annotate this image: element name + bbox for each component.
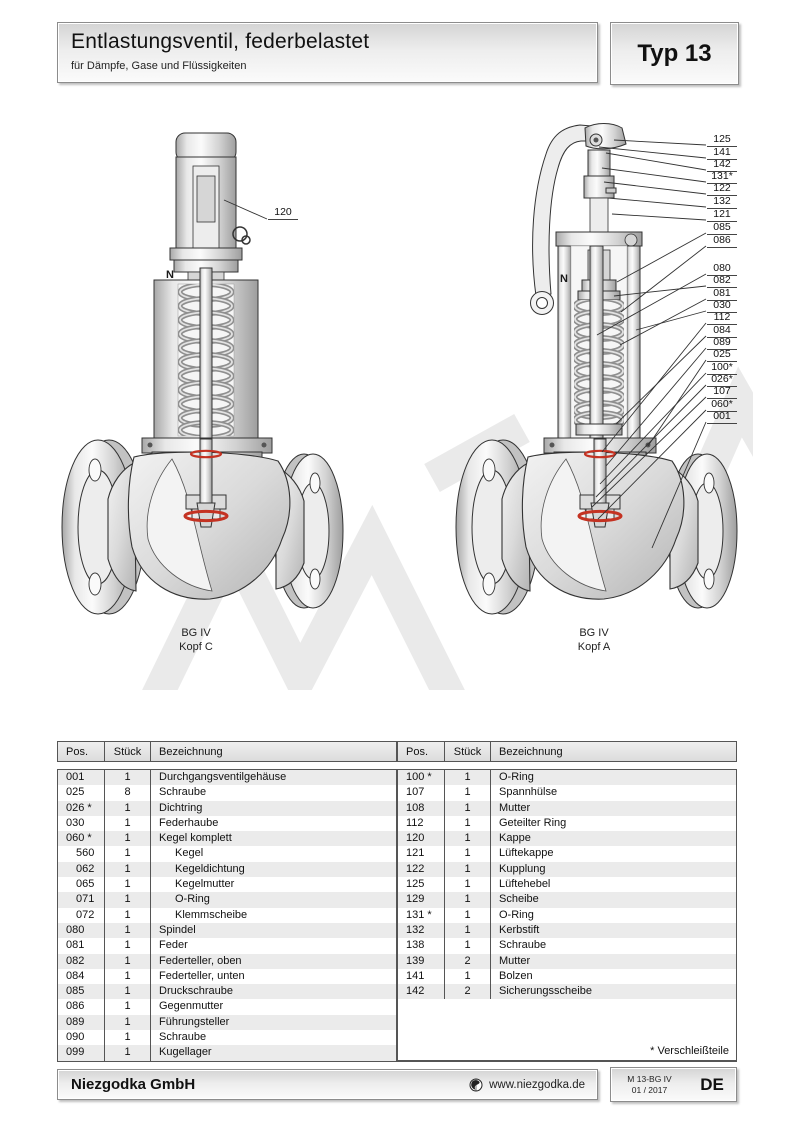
type-label: Typ 13: [637, 39, 712, 67]
cell-qty: 1: [445, 969, 491, 984]
cell-pos: 026 *: [58, 801, 105, 816]
cell-qty: 1: [105, 1030, 151, 1045]
cell-name: Geteilter Ring: [499, 816, 567, 829]
callout-label: 030: [707, 299, 737, 313]
cell-pos: 129: [398, 892, 445, 907]
parts-table-right: [397, 741, 737, 1062]
cell-name: Kappe: [499, 832, 531, 845]
cell-qty: 1: [105, 999, 151, 1014]
parts-tables: [57, 741, 737, 1062]
cell-name: Kugellager: [159, 1046, 212, 1059]
cell-name: Bolzen: [499, 969, 533, 982]
valve-cap: [170, 133, 250, 272]
table-row: [58, 801, 396, 816]
doc-code: M 13-BG IV: [627, 1073, 672, 1084]
table-row: [398, 801, 736, 816]
table-row: [398, 862, 736, 877]
table-row: [58, 908, 396, 923]
cell-pos: 025: [58, 785, 105, 800]
cell-qty: 8: [105, 785, 151, 800]
cell-qty: 1: [445, 831, 491, 846]
cell-qty: 1: [445, 923, 491, 938]
cell-pos: 085: [58, 984, 105, 999]
callout-label: 081: [707, 287, 737, 301]
cell-qty: 1: [445, 892, 491, 907]
table-row: [58, 938, 396, 953]
valve-drawing-kopf-c: [62, 133, 343, 614]
coupling-stack: [584, 150, 616, 232]
cell-qty: 1: [105, 816, 151, 831]
cell-qty: 1: [105, 831, 151, 846]
table-row: [398, 877, 736, 892]
callout-label: 131*: [707, 170, 737, 184]
cell-name: Mutter: [499, 801, 531, 814]
cell-pos: 099: [58, 1045, 105, 1060]
cell-pos: 132: [398, 923, 445, 938]
cell-qty: 1: [105, 908, 151, 923]
cell-name: Kupplung: [499, 862, 546, 875]
cell-pos: 081: [58, 938, 105, 953]
table-header: [397, 741, 737, 762]
col-name: Bezeichnung: [499, 746, 563, 758]
cell-qty: 1: [105, 862, 151, 877]
type-box: [610, 22, 739, 85]
cell-name: Scheibe: [499, 893, 539, 906]
cell-qty: 1: [445, 938, 491, 953]
cell-name: O-Ring: [175, 893, 210, 906]
table-row: [58, 923, 396, 938]
callout-label: 107: [707, 385, 737, 399]
col-pos: Pos.: [58, 742, 105, 761]
callout-label: 084: [707, 324, 737, 338]
table-row: [398, 816, 736, 831]
table-header: [57, 741, 397, 762]
cell-pos: 090: [58, 1030, 105, 1045]
cell-pos: 082: [58, 954, 105, 969]
cell-name: Druckschraube: [159, 985, 233, 998]
cell-pos: 142: [398, 984, 445, 999]
table-row: [398, 938, 736, 953]
cell-name: Kegeldichtung: [175, 862, 245, 875]
callout-label: 086: [707, 234, 737, 248]
cell-name: O-Ring: [499, 771, 534, 783]
globe-icon: [469, 1078, 483, 1092]
caption-line: Kopf A: [577, 640, 611, 653]
cell-qty: 2: [445, 954, 491, 969]
footer-company-box: [57, 1069, 598, 1100]
table-row: [398, 908, 736, 923]
cell-name: Kerbstift: [499, 923, 540, 936]
callout-label: 080: [707, 262, 737, 276]
callout-label: 141: [707, 146, 737, 160]
website: [469, 1078, 597, 1092]
table-row: [398, 969, 736, 984]
callout-label: 125: [707, 133, 737, 147]
col-qty: Stück: [445, 742, 491, 761]
caption-kopf-a: [552, 627, 636, 654]
cell-name: Kegel: [175, 847, 204, 860]
callout-label: 120: [268, 206, 298, 220]
doc-date: 01 / 2017: [631, 1084, 668, 1095]
col-qty: Stück: [105, 742, 151, 761]
spring-plate-bottom: [576, 424, 622, 435]
callout-label: 100*: [707, 361, 737, 375]
caption-line: BG IV: [579, 627, 609, 639]
spring-bonnet: [154, 268, 258, 446]
cell-qty: 1: [445, 816, 491, 831]
cell-qty: 1: [445, 862, 491, 877]
caption-line: BG IV: [181, 627, 211, 639]
flanged-valve-body: [456, 439, 737, 614]
cell-pos: 121: [398, 846, 445, 861]
technical-drawing: [40, 100, 753, 690]
cell-qty: 1: [105, 770, 151, 785]
callout-label: 025: [707, 348, 737, 362]
cell-name: Spannhülse: [499, 786, 558, 799]
cell-name: Dichtring: [159, 801, 203, 814]
cell-pos: 072: [58, 908, 105, 923]
table-row: [58, 1015, 396, 1030]
valve-drawing-kopf-a: [456, 124, 737, 615]
caption-line: Kopf C: [179, 640, 213, 653]
table-row: [58, 785, 396, 800]
table-row: [58, 892, 396, 907]
callout-label: 112: [707, 311, 737, 325]
cell-name: Klemmscheibe: [175, 908, 248, 921]
company-name: Niezgodka GmbH: [71, 1076, 196, 1093]
cell-name: Mutter: [499, 954, 531, 967]
cell-qty: 1: [445, 801, 491, 816]
cell-qty: 1: [105, 846, 151, 861]
cell-pos: 125: [398, 877, 445, 892]
cell-qty: 1: [445, 785, 491, 800]
cell-qty: 1: [105, 801, 151, 816]
cell-name: Durchgangsventilgehäuse: [159, 771, 287, 783]
table-row: [398, 892, 736, 907]
caption-kopf-c: [154, 627, 238, 654]
cell-name: Spindel: [159, 923, 196, 936]
cell-qty: 2: [445, 984, 491, 999]
table-row: [398, 954, 736, 969]
col-pos: Pos.: [398, 742, 445, 761]
cell-qty: 1: [445, 877, 491, 892]
cell-name: Federteller, unten: [159, 969, 245, 982]
cell-name: Lüftekappe: [499, 847, 554, 860]
table-row: [58, 984, 396, 999]
cell-qty: 1: [105, 1045, 151, 1060]
callout-label: 060*: [707, 398, 737, 412]
table-footnote-area: [398, 999, 736, 1060]
version-box: [610, 1067, 737, 1102]
table-row: [58, 954, 396, 969]
spring-bonnet-cutaway: [556, 232, 642, 462]
callout-label: 082: [707, 274, 737, 288]
table-row: [398, 785, 736, 800]
cell-name: Feder: [159, 939, 188, 952]
cell-pos: 560: [58, 846, 105, 861]
cell-qty: 1: [105, 984, 151, 999]
cell-pos: 030: [58, 816, 105, 831]
table-row: [58, 831, 396, 846]
cell-name: Lüftehebel: [499, 878, 551, 891]
cell-qty: 1: [105, 969, 151, 984]
cell-name: Kegelmutter: [175, 878, 235, 891]
cell-pos: 065: [58, 877, 105, 892]
cell-qty: 1: [105, 923, 151, 938]
table-row: [58, 816, 396, 831]
table-row: [398, 984, 736, 999]
table-body: [57, 769, 397, 1062]
logo-mark: N: [560, 273, 568, 285]
cell-name: Gegenmutter: [159, 1000, 224, 1013]
cell-pos: 138: [398, 938, 445, 953]
cell-pos: 108: [398, 801, 445, 816]
cell-name: Schraube: [159, 1031, 207, 1044]
cell-name: Führungsteller: [159, 1015, 230, 1028]
language-label: DE: [700, 1074, 724, 1094]
page-subtitle: für Dämpfe, Gase und Flüssigkeiten: [71, 60, 247, 72]
cell-qty: 1: [445, 846, 491, 861]
doc-info: [611, 1074, 688, 1096]
callout-label: 026*: [707, 373, 737, 387]
callout-label: 142: [707, 158, 737, 172]
callout-label: 089: [707, 336, 737, 350]
table-row: [58, 969, 396, 984]
logo-mark: N: [166, 269, 174, 281]
table-row: [58, 770, 396, 785]
parts-table-left: [57, 741, 397, 1062]
cell-pos: 089: [58, 1015, 105, 1030]
table-row: [58, 877, 396, 892]
cell-name: O-Ring: [499, 908, 534, 921]
callout-label: 122: [707, 182, 737, 196]
callout-label: 121: [707, 208, 737, 222]
cell-qty: 1: [445, 908, 491, 923]
cell-pos: 062: [58, 862, 105, 877]
table-row: [398, 846, 736, 861]
spindle: [200, 268, 212, 446]
cell-pos: 131 *: [398, 908, 445, 923]
cell-pos: 139: [398, 954, 445, 969]
cell-pos: 112: [398, 816, 445, 831]
flanged-valve-body: [62, 439, 343, 614]
cell-name: Federteller, oben: [159, 954, 242, 967]
cell-qty: 1: [105, 954, 151, 969]
cell-qty: 1: [105, 938, 151, 953]
cell-name: Kegel komplett: [159, 832, 232, 845]
cell-pos: 100 *: [398, 770, 445, 785]
table-row: [398, 923, 736, 938]
cell-name: Schraube: [159, 786, 207, 799]
callout-label: 001: [707, 410, 737, 424]
page-title: Entlastungsventil, federbelastet: [71, 30, 370, 53]
table-row: [58, 999, 396, 1014]
cell-qty: 1: [105, 877, 151, 892]
table-body: [397, 769, 737, 1062]
vent-cap: [585, 124, 626, 149]
cell-name: Sicherungsscheibe: [499, 985, 592, 998]
cell-name: Federhaube: [159, 816, 219, 829]
cell-pos: 086: [58, 999, 105, 1014]
table-row: [58, 1045, 396, 1060]
cell-pos: 001: [58, 770, 105, 785]
cell-pos: 071: [58, 892, 105, 907]
website-url: www.niezgodka.de: [489, 1078, 585, 1091]
cell-pos: 060 *: [58, 831, 105, 846]
cell-qty: 1: [105, 1015, 151, 1030]
table-row: [398, 831, 736, 846]
table-row: [58, 846, 396, 861]
callout-label: 132: [707, 195, 737, 209]
callout-label: 085: [707, 221, 737, 235]
cell-pos: 141: [398, 969, 445, 984]
wear-parts-footnote: * Verschleißteile: [650, 1045, 729, 1057]
cell-qty: 1: [445, 770, 491, 785]
table-row: [58, 862, 396, 877]
cell-pos: 080: [58, 923, 105, 938]
cell-pos: 107: [398, 785, 445, 800]
title-box: [57, 22, 598, 83]
table-row: [398, 770, 736, 785]
cell-pos: 120: [398, 831, 445, 846]
cell-pos: 122: [398, 862, 445, 877]
cell-qty: 1: [105, 892, 151, 907]
cell-pos: 084: [58, 969, 105, 984]
col-name: Bezeichnung: [159, 746, 223, 758]
table-row: [58, 1030, 396, 1045]
cell-name: Schraube: [499, 939, 547, 952]
